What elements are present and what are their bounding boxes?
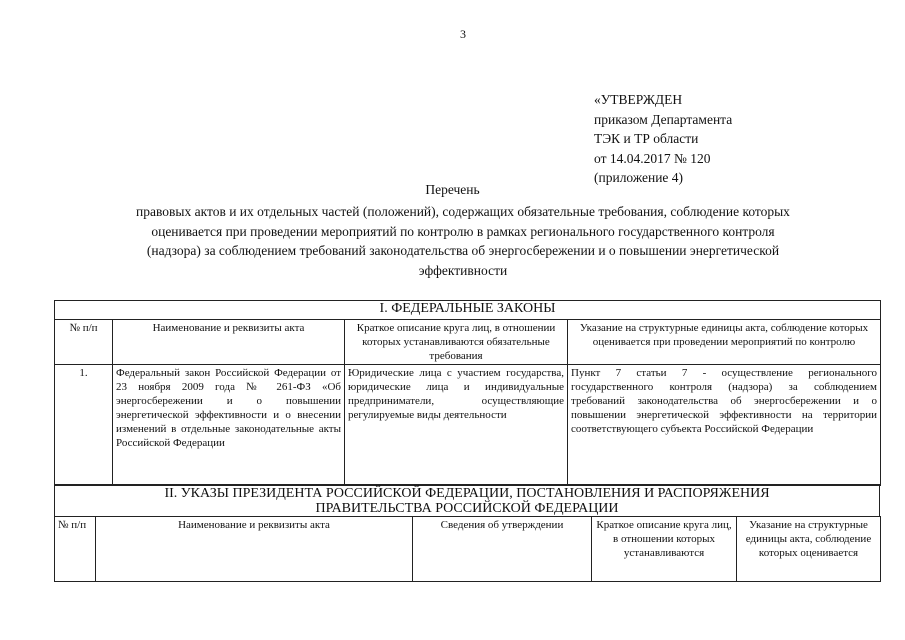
- section-1-title: I. ФЕДЕРАЛЬНЫЕ ЗАКОНЫ: [55, 301, 881, 320]
- row-persons: Юридические лица с участием государства, юридические лица и индивидуальные предприниматели, осуществляющие регулируемые виды деятельности: [345, 365, 568, 486]
- table-row: [55, 365, 881, 486]
- row-number: 1.: [55, 365, 113, 486]
- approval-stamp: [594, 90, 732, 188]
- header-number: № п/п: [55, 320, 113, 365]
- subtitle-line: (надзора) за соблюдением требований законодательства об энергосбережении и о повышении энергетической: [146, 243, 780, 258]
- approval-line: от 14.04.2017 № 120: [594, 150, 711, 166]
- approval-line: приказом Департамента: [594, 111, 733, 127]
- approval-line: ТЭК и ТР области: [594, 131, 699, 146]
- document-subtitle: [98, 202, 828, 280]
- header-persons: Краткое описание круга лиц, в отношении которых устанавливаются обязательные требования: [345, 320, 568, 365]
- federal-laws-table: [54, 300, 881, 486]
- header-act-name: Наименование и реквизиты акта: [96, 517, 413, 582]
- section-2-title: [54, 484, 880, 516]
- section-2-title-line: ПРАВИТЕЛЬСТВА РОССИЙСКОЙ ФЕДЕРАЦИИ: [315, 501, 619, 516]
- row-structural-units: Пункт 7 статьи 7 - осуществление регионального государственного контроля (надзора) за соблюдением требований законодательства об энергосбережении и о повышении энергетической эффективности на территории соответствующего субъекта Российской Федерации: [568, 365, 881, 486]
- header-persons: Краткое описание круга лиц, в отношении которых устанавливаются: [592, 517, 737, 582]
- table-header-row: [55, 320, 881, 365]
- row-act-name: Федеральный закон Российской Федерации от 23 ноября 2009 года № 261-ФЗ «Об энергосбережении и о повышении энергетической эффективности и о внесении изменений в отдельные законодательные акты Российской Федерации: [113, 365, 345, 486]
- section-2-title-line: II. УКАЗЫ ПРЕЗИДЕНТА РОССИЙСКОЙ ФЕДЕРАЦИИ, ПОСТАНОВЛЕНИЯ И РАСПОРЯЖЕНИЯ: [164, 486, 770, 501]
- table-header-row: [55, 517, 881, 582]
- header-structural-units: Указание на структурные единицы акта, соблюдение которых оценивается при проведении мероприятий по контролю: [568, 320, 881, 365]
- subtitle-line: оценивается при проведении мероприятий по контролю в рамках регионального государственного контроля: [151, 223, 775, 239]
- subtitle-line: правовых актов и их отдельных частей (положений), содержащих обязательные требования, соблюдение которых: [136, 204, 790, 219]
- subtitle-line: эффективности: [418, 262, 508, 278]
- header-approval-info: Сведения об утверждении: [413, 517, 592, 582]
- document-title: Перечень: [425, 182, 480, 197]
- approval-line: «УТВЕРЖДЕН: [594, 92, 683, 107]
- presidential-decrees-table: [54, 516, 881, 582]
- header-structural-units: Указание на структурные единицы акта, соблюдение которых оценивается: [737, 517, 881, 582]
- header-number: № п/п: [55, 517, 96, 582]
- header-act-name: Наименование и реквизиты акта: [113, 320, 345, 365]
- approval-line: (приложение 4): [594, 170, 684, 185]
- page-number: 3: [460, 27, 466, 41]
